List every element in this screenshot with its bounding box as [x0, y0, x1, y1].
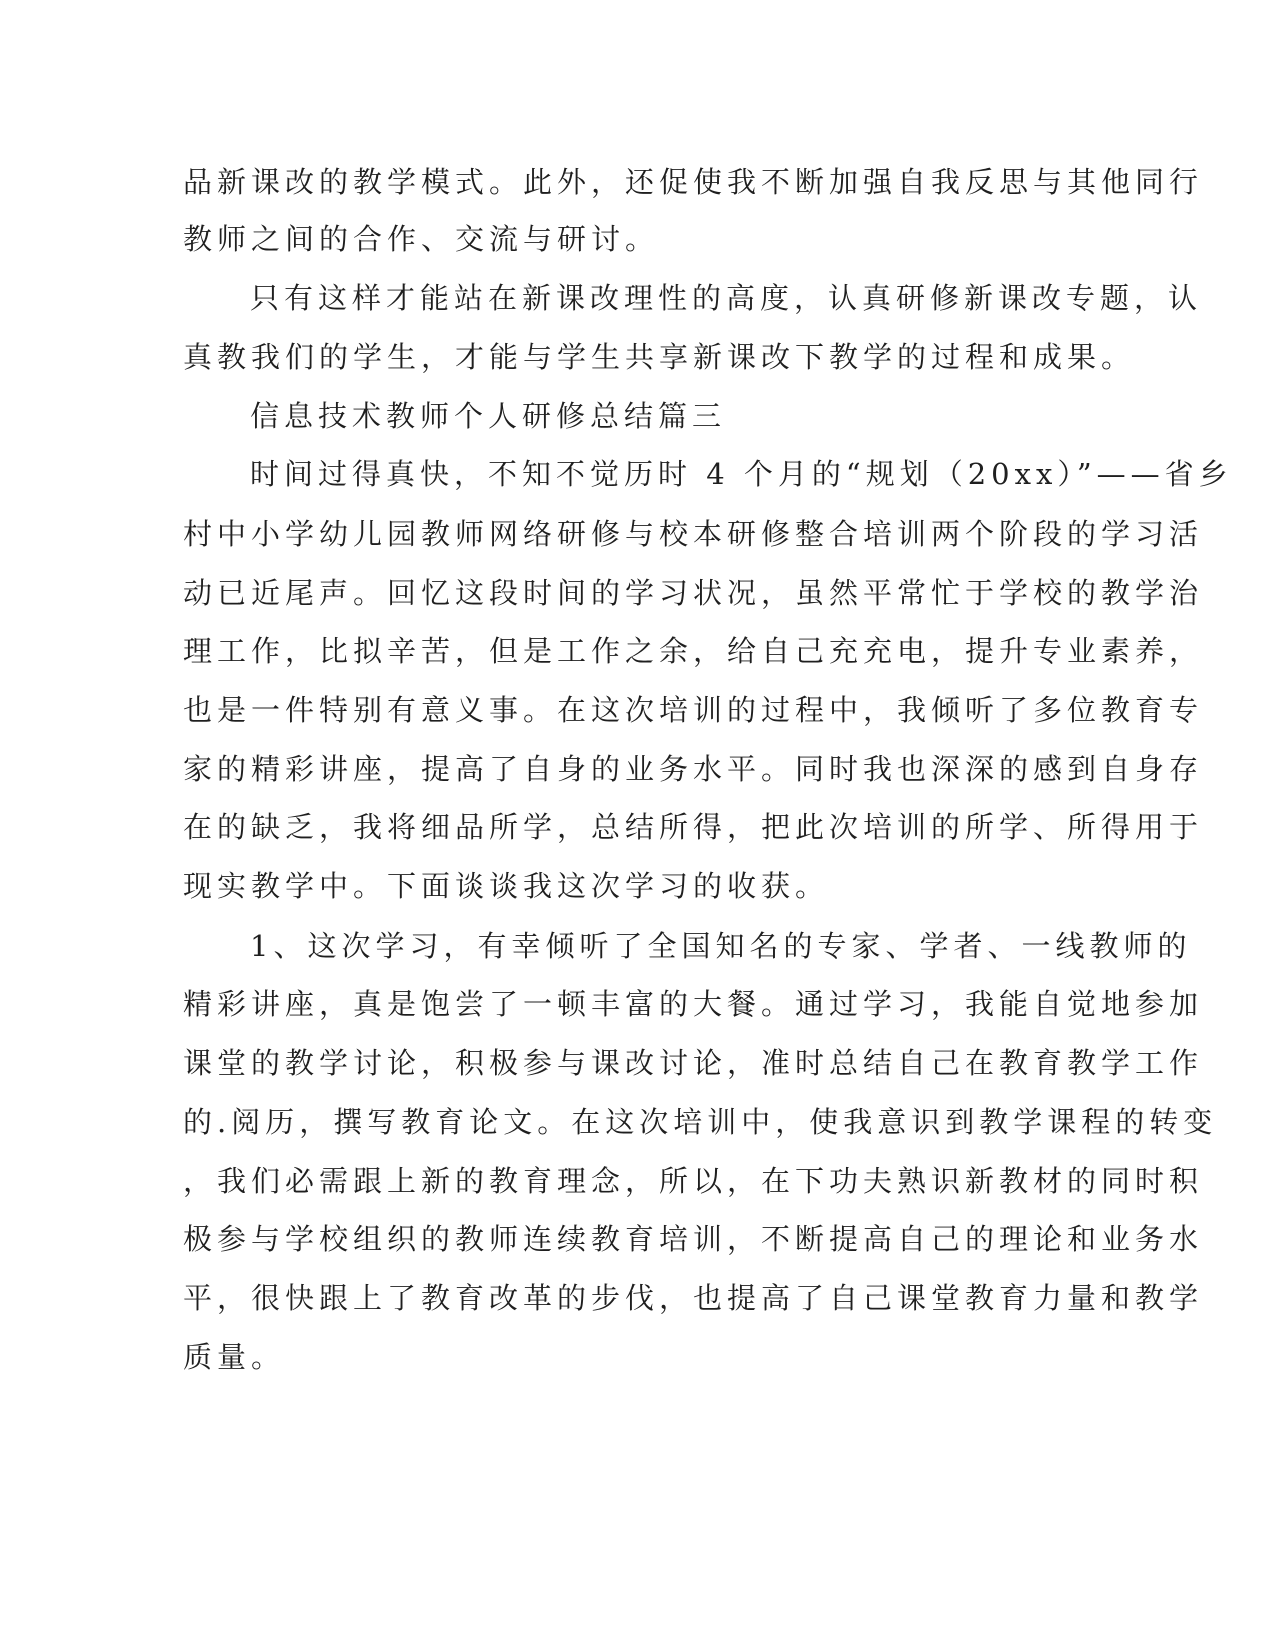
text-line-7: 村中小学幼儿园教师网络研修与校本研修整合培训两个阶段的学习活 [183, 517, 1204, 551]
text-line-18: ，我们必需跟上新的教育理念，所以，在下功夫熟识新教材的同时积 [183, 1164, 1204, 1198]
text-line-21: 质量。 [183, 1340, 286, 1374]
text-line-19: 极参与学校组织的教师连续教育培训，不断提高自己的理论和业务水 [183, 1222, 1204, 1256]
text-line-1: 品新课改的教学模式。此外，还促使我不断加强自我反思与其他同行 [183, 165, 1204, 199]
text-line-4: 真教我们的学生，才能与学生共享新课改下教学的过程和成果。 [183, 340, 1136, 374]
text-line-3: 只有这样才能站在新课改理性的高度，认真研修新课改专题，认 [250, 281, 1203, 315]
text-line-15: 精彩讲座，真是饱尝了一顿丰富的大餐。通过学习，我能自觉地参加 [183, 987, 1204, 1021]
text-line-14: 1、这次学习，有幸倾听了全国知名的专家、学者、一线教师的 [250, 929, 1192, 963]
text-line-6: 时间过得真快，不知不觉历时 4 个月的“规划（20xx）”——省乡 [250, 457, 1233, 491]
text-line-17: 的.阅历，撰写教育论文。在这次培训中，使我意识到教学课程的转变 [183, 1105, 1218, 1139]
text-line-13: 现实教学中。下面谈谈我这次学习的收获。 [183, 869, 830, 903]
text-line-2: 教师之间的合作、交流与研讨。 [183, 222, 660, 256]
text-line-20: 平，很快跟上了教育改革的步伐，也提高了自己课堂教育力量和教学 [183, 1281, 1204, 1315]
text-line-8: 动已近尾声。回忆这段时间的学习状况，虽然平常忙于学校的教学治 [183, 576, 1204, 610]
text-line-11: 家的精彩讲座，提高了自身的业务水平。同时我也深深的感到自身存 [183, 752, 1204, 786]
text-line-10: 也是一件特别有意义事。在这次培训的过程中，我倾听了多位教育专 [183, 693, 1204, 727]
text-line-16: 课堂的教学讨论，积极参与课改讨论，准时总结自己在教育教学工作 [183, 1046, 1204, 1080]
text-line-12: 在的缺乏，我将细品所学，总结所得，把此次培训的所学、所得用于 [183, 810, 1204, 844]
text-line-9: 理工作，比拟辛苦，但是工作之余，给自己充充电，提升专业素养， [183, 634, 1204, 668]
section-heading: 信息技术教师个人研修总结篇三 [250, 399, 727, 433]
